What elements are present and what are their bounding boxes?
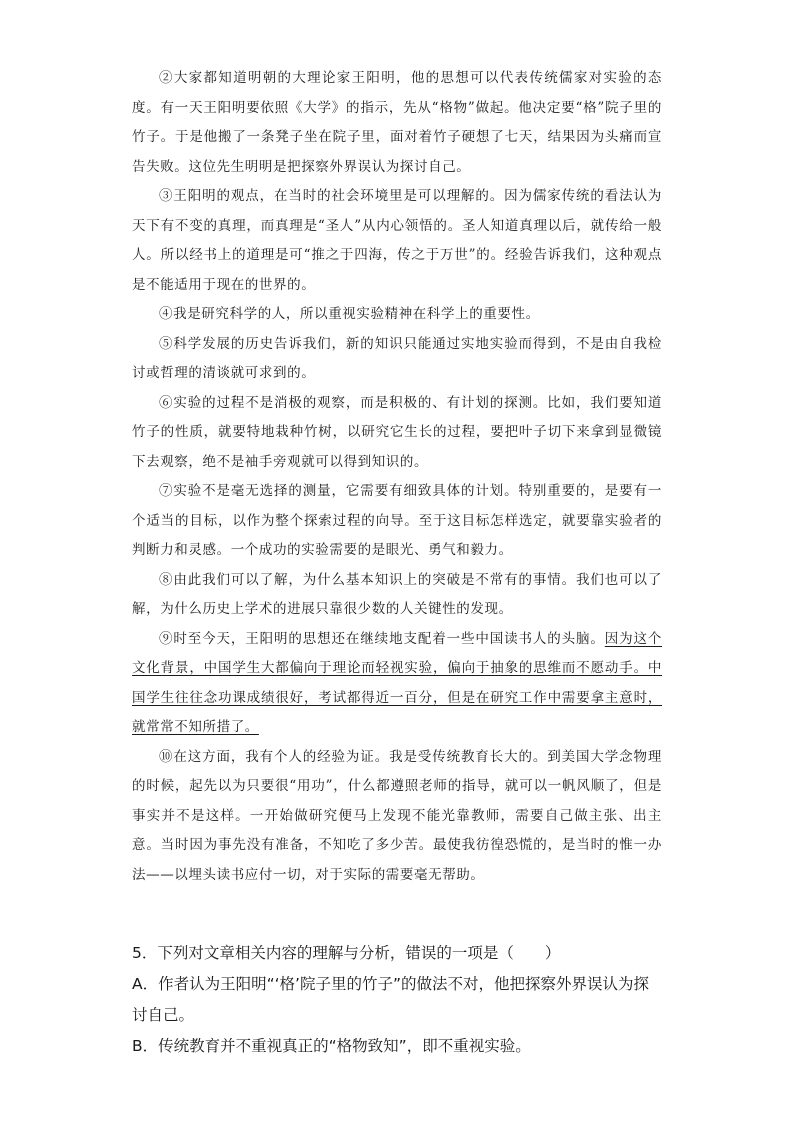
paragraph-3: ③王阳明的观点，在当时的社会环境里是可以理解的。因为儒家传统的看法认为天下有不变的真理，而真理是“圣人”从内心领悟的。圣人知道真理以后，就传给一般人。所以经书上的道理是可“推之于四海，传之于万世”的。经验告诉我们，这种观点是不能适用于现在的世界的。: [132, 188, 662, 293]
paragraph-9: [132, 625, 662, 743]
paragraph-10: ⑩在这方面，我有个人的经验为证。我是受传统教育长大的。到美国大学念物理的时候，起先以为只要很“用功”，什么都遵照老师的指导，就可以一帆风顺了，但是事实并不是这样。一开始做研究便马上发现不能光靠教师，需要自己做主张、出主意。当时因为事先没有准备，不知吃了多少苦。最使我彷徨恐慌的，是当时的惟一办法——以埋头读书应付一切，对于实际的需要毫无帮助。: [132, 748, 662, 883]
question-block: [132, 938, 662, 1062]
paragraph-5: ⑤科学发展的历史告诉我们，新的知识只能通过实地实验而得到，不是由自我检讨或哲理的清谈就可求到的。: [132, 335, 662, 381]
paragraph-8: ⑧由此我们可以了解，为什么基本知识上的突破是不常有的事情。我们也可以了解，为什么历史上学术的进展只靠很少数的人关键性的发现。: [132, 571, 662, 617]
question-stem: 5．下列对文章相关内容的理解与分析，错误的一项是（ ）: [132, 944, 561, 962]
paragraph-9-underlined: 因为这个文化背景，中国学生大都偏向于理论而轻视实验，偏向于抽象的思维而不愿动手。中国学生往往念功课成绩很好，考试都得近一百分，但是在研究工作中需要拿主意时，就常常不知所措了。: [132, 630, 662, 735]
option-b: B．传统教育并不重视真正的“格物致知”，即不重视实验。: [132, 1037, 531, 1055]
paragraph-4: ④我是研究科学的人，所以重视实验精神在科学上的重要性。: [159, 306, 540, 322]
paragraph-2: ②大家都知道明朝的大理论家王阳明，他的思想可以代表传统儒家对实验的态度。有一天王阳明要依照《大学》的指示，先从“格物”做起。他决定要“格”院子里的竹子。于是他搬了一条凳子坐在院子里，面对着竹子硬想了七天，结果因为头痛而宣告失败。这位先生明明是把探察外界误认为探讨自己。: [132, 70, 662, 175]
reading-passage: [132, 64, 662, 890]
option-a: A．作者认为王阳明“‘格’院子里的竹子”的做法不对，他把探察外界误认为探讨自己。: [132, 975, 650, 1024]
paragraph-9-text: ⑨时至今天，王阳明的思想还在继续地支配着一些中国读书人的头脑。: [159, 630, 605, 647]
paragraph-7: ⑦实验不是毫无选择的测量，它需要有细致具体的计划。特别重要的，是要有一个适当的目标，以作为整个探索过程的向导。至于这目标怎样选定，就要靠实验者的判断力和灵感。一个成功的实验需要的是眼光、勇气和毅力。: [132, 483, 662, 558]
paragraph-6: ⑥实验的过程不是消极的观察，而是积极的、有计划的探测。比如，我们要知道竹子的性质，就要特地栽种竹树，以研究它生长的过程，要把叶子切下来拿到显微镜下去观察，绝不是袖手旁观就可以得到知识的。: [132, 394, 662, 470]
